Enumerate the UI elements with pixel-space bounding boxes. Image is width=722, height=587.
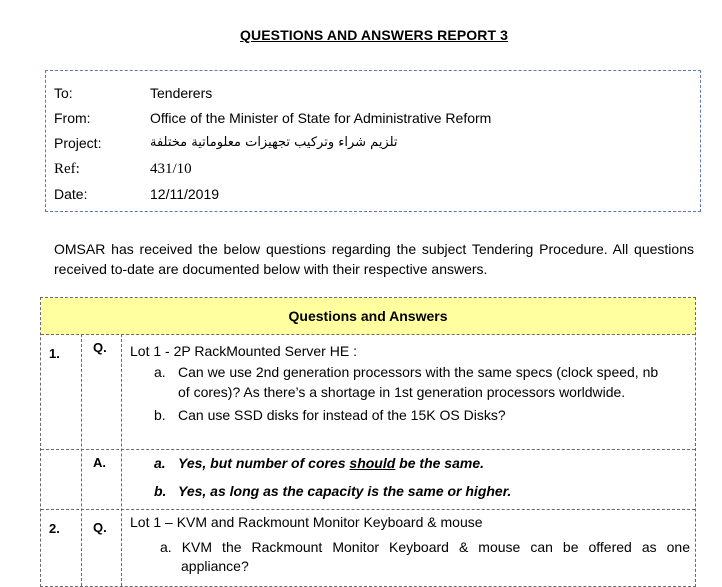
column-divider bbox=[121, 334, 122, 586]
date-label: Date: bbox=[54, 186, 88, 202]
question-text-line: Can we use 2nd generation processors with the same specs (clock speed, nb bbox=[178, 364, 659, 380]
report-title: QUESTIONS AND ANSWERS REPORT 3 bbox=[240, 27, 508, 43]
project-value: تلزيم شراء وتركيب تجهيزات معلوماتية مختلفة bbox=[150, 135, 398, 150]
question-text-part: KVM the Rackmount Monitor Keyboard & mouse can be offered as one bbox=[181, 539, 690, 555]
answer-text: Yes, as long as the capacity is the same or higher. bbox=[178, 483, 512, 499]
item-number: 2. bbox=[49, 521, 60, 536]
question-text-line: appliance? bbox=[181, 558, 249, 574]
memo-header-box bbox=[45, 70, 701, 212]
intro-paragraph: OMSAR has received the below questions regarding the subject Tendering Procedure. All questions received to-date are documented below with their respective answers. bbox=[54, 241, 694, 277]
question-marker: b. bbox=[154, 407, 166, 423]
to-value: Tenderers bbox=[150, 85, 213, 101]
row-divider bbox=[41, 509, 695, 510]
project-label: Project: bbox=[54, 135, 102, 151]
question-marker: a. bbox=[154, 364, 166, 380]
question-marker: a. bbox=[160, 539, 172, 555]
item-number: 1. bbox=[49, 346, 60, 361]
question-label: Q. bbox=[93, 340, 107, 355]
from-label: From: bbox=[54, 110, 91, 126]
qa-table bbox=[40, 297, 696, 587]
answer-marker: b. bbox=[154, 483, 167, 499]
row-divider bbox=[41, 449, 695, 450]
column-divider bbox=[81, 334, 82, 586]
from-value: Office of the Minister of State for Administrative Reform bbox=[150, 110, 492, 126]
to-label: To: bbox=[54, 85, 73, 101]
question-text-line bbox=[160, 537, 690, 557]
answer-marker: a. bbox=[154, 455, 166, 471]
date-value: 12/11/2019 bbox=[150, 186, 220, 202]
question-title: Lot 1 – KVM and Rackmount Monitor Keyboard & mouse bbox=[130, 514, 483, 530]
answer-emphasis: should bbox=[349, 455, 396, 471]
question-text-line: of cores)? As there’s a shortage in 1st generation processors worldwide. bbox=[178, 384, 626, 400]
ref-label: Ref: bbox=[54, 161, 80, 177]
question-label: Q. bbox=[93, 520, 107, 535]
answer-text bbox=[178, 453, 484, 473]
answer-text-part: Yes, but number of cores bbox=[178, 455, 350, 471]
ref-value: 431/10 bbox=[150, 161, 192, 177]
question-title: Lot 1 - 2P RackMounted Server HE : bbox=[130, 343, 357, 359]
answer-text-part: be the same. bbox=[395, 455, 484, 471]
qa-heading: Questions and Answers bbox=[41, 298, 695, 335]
answer-label: A. bbox=[93, 455, 106, 470]
question-text-line: Can use SSD disks for instead of the 15K OS Disks? bbox=[178, 407, 506, 423]
